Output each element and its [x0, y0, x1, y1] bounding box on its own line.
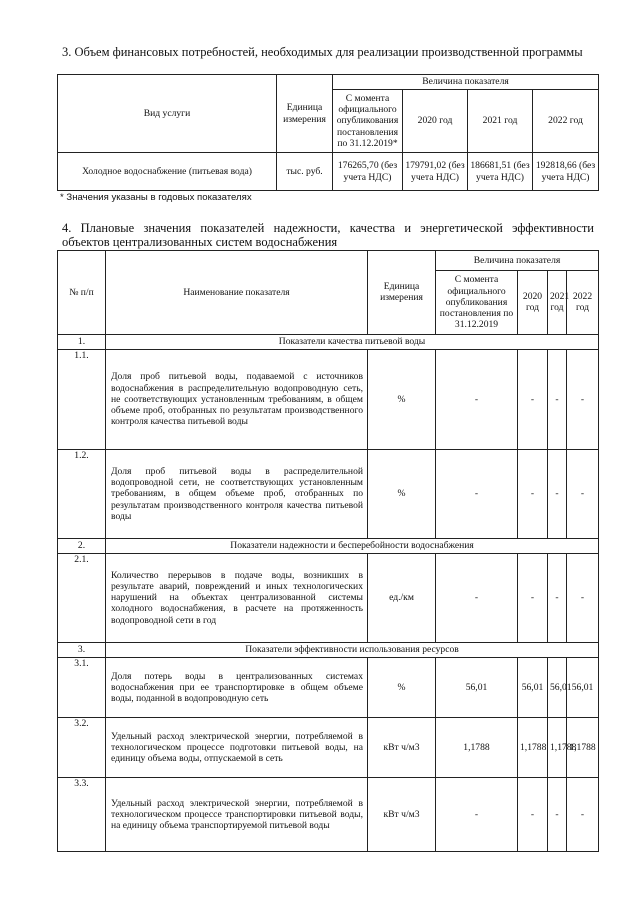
- table-row: [58, 778, 599, 852]
- group-title: Показатели эффективности использования ресурсов: [106, 642, 599, 657]
- financial-needs-table: [57, 74, 599, 191]
- row-2021: -: [548, 553, 567, 642]
- col-2020-header: 2020 год: [518, 271, 548, 334]
- section3-title: 3. Объем финансовых потребностей, необходимых для реализации производственной программы: [62, 45, 583, 59]
- col-group-header: Величина показателя: [333, 75, 599, 90]
- row-unit: %: [368, 450, 436, 539]
- row-num: 1.2.: [58, 450, 106, 539]
- section4-title: 4. Плановые значения показателей надежности, качества и энергетической эффективности объектов централизованных систем водоснабжения: [62, 221, 594, 249]
- row-num: 3.3.: [58, 778, 106, 852]
- row-name: Количество перерывов в подаче воды, возникших в результате аварий, повреждений и иных технологических нарушений на объектах централизованной системы холодного водоснабжения, в расчете на протяженность водопроводной сети в год: [106, 553, 368, 642]
- row-2021: -: [548, 349, 567, 450]
- row-unit: %: [368, 349, 436, 450]
- col-2020-header: 2020 год: [403, 90, 468, 153]
- row-name: Доля проб питьевой воды в распределительной водопроводной сети, не соответствующих установленным требованиям, в общем объеме проб, отобранных по результатам производственного контроля качества питьевой воды: [106, 450, 368, 539]
- group-row: [58, 334, 599, 349]
- row-since: -: [436, 450, 518, 539]
- row-2021: -: [548, 450, 567, 539]
- cell-since: 176265,70 (без учета НДС): [333, 153, 403, 191]
- cell-2021: 186681,51 (без учета НДС): [468, 153, 533, 191]
- table-row: [58, 153, 599, 191]
- group-num: 1.: [58, 334, 106, 349]
- row-name: Удельный расход электрической энергии, потребляемой в технологическом процессе подготовки питьевой воды, на единицу объема воды, отпускаемой в сеть: [106, 718, 368, 778]
- row-unit: %: [368, 657, 436, 717]
- row-since: 56,01: [436, 657, 518, 717]
- row-2022: 1,1788: [567, 718, 599, 778]
- col-2021-header: 2021 год: [468, 90, 533, 153]
- table-row: [58, 349, 599, 450]
- row-2020: -: [518, 450, 548, 539]
- row-num: 1.1.: [58, 349, 106, 450]
- cell-2020: 179791,02 (без учета НДС): [403, 153, 468, 191]
- row-since: -: [436, 553, 518, 642]
- col-unit-header: Единица измерения: [277, 75, 333, 153]
- row-since: 1,1788: [436, 718, 518, 778]
- table-row: [58, 553, 599, 642]
- row-since: -: [436, 778, 518, 852]
- col-name-header: Наименование показателя: [106, 251, 368, 335]
- row-2020: -: [518, 349, 548, 450]
- row-2020: 1,1788: [518, 718, 548, 778]
- group-title: Показатели надежности и бесперебойности водоснабжения: [106, 538, 599, 553]
- row-2020: -: [518, 553, 548, 642]
- footnote: * Значения указаны в годовых показателях: [60, 192, 252, 203]
- group-num: 2.: [58, 538, 106, 553]
- row-num: 3.2.: [58, 718, 106, 778]
- col-since-header: С момента официального опубликования постановления по 31.12.2019*: [333, 90, 403, 153]
- col-2022-header: 2022 год: [533, 90, 599, 153]
- col-unit-header: Единица измерения: [368, 251, 436, 335]
- table-row: [58, 718, 599, 778]
- group-row: [58, 538, 599, 553]
- row-name: Удельный расход электрической энергии, потребляемой в технологическом процессе транспортировки питьевой воды, на единицу объема транспортируемой питьевой воды: [106, 778, 368, 852]
- row-2022: -: [567, 349, 599, 450]
- row-unit: кВт ч/м3: [368, 718, 436, 778]
- cell-unit: тыс. руб.: [277, 153, 333, 191]
- row-2022: -: [567, 450, 599, 539]
- row-2021: 56,01: [548, 657, 567, 717]
- indicators-table: [57, 250, 599, 852]
- row-2020: -: [518, 778, 548, 852]
- col-group-header: Величина показателя: [436, 251, 599, 271]
- table-row: [58, 657, 599, 717]
- row-2022: 56,01: [567, 657, 599, 717]
- row-unit: кВт ч/м3: [368, 778, 436, 852]
- col-service-header: Вид услуги: [58, 75, 277, 153]
- row-num: 3.1.: [58, 657, 106, 717]
- row-since: -: [436, 349, 518, 450]
- col-2022-header: 2022 год: [567, 271, 599, 334]
- table-row: [58, 450, 599, 539]
- row-2022: -: [567, 553, 599, 642]
- cell-2022: 192818,66 (без учета НДС): [533, 153, 599, 191]
- col-since-header: С момента официального опубликования постановления по 31.12.2019: [436, 271, 518, 334]
- col-2021-header: 2021 год: [548, 271, 567, 334]
- row-2021: -: [548, 778, 567, 852]
- cell-service: Холодное водоснабжение (питьевая вода): [58, 153, 277, 191]
- row-unit: ед./км: [368, 553, 436, 642]
- col-num-header: № п/п: [58, 251, 106, 335]
- group-title: Показатели качества питьевой воды: [106, 334, 599, 349]
- group-row: [58, 642, 599, 657]
- row-name: Доля потерь воды в централизованных системах водоснабжения при ее транспортировке в общем объеме воды, поданной в водопроводную сеть: [106, 657, 368, 717]
- row-2022: -: [567, 778, 599, 852]
- row-2020: 56,01: [518, 657, 548, 717]
- row-2021: 1,1788: [548, 718, 567, 778]
- row-num: 2.1.: [58, 553, 106, 642]
- group-num: 3.: [58, 642, 106, 657]
- row-name: Доля проб питьевой воды, подаваемой с источников водоснабжения в распределительную водопроводную сеть, не соответствующих установленным требованиям, в общем объеме проб, отобранных по результатам производственного контроля качества питьевой воды: [106, 349, 368, 450]
